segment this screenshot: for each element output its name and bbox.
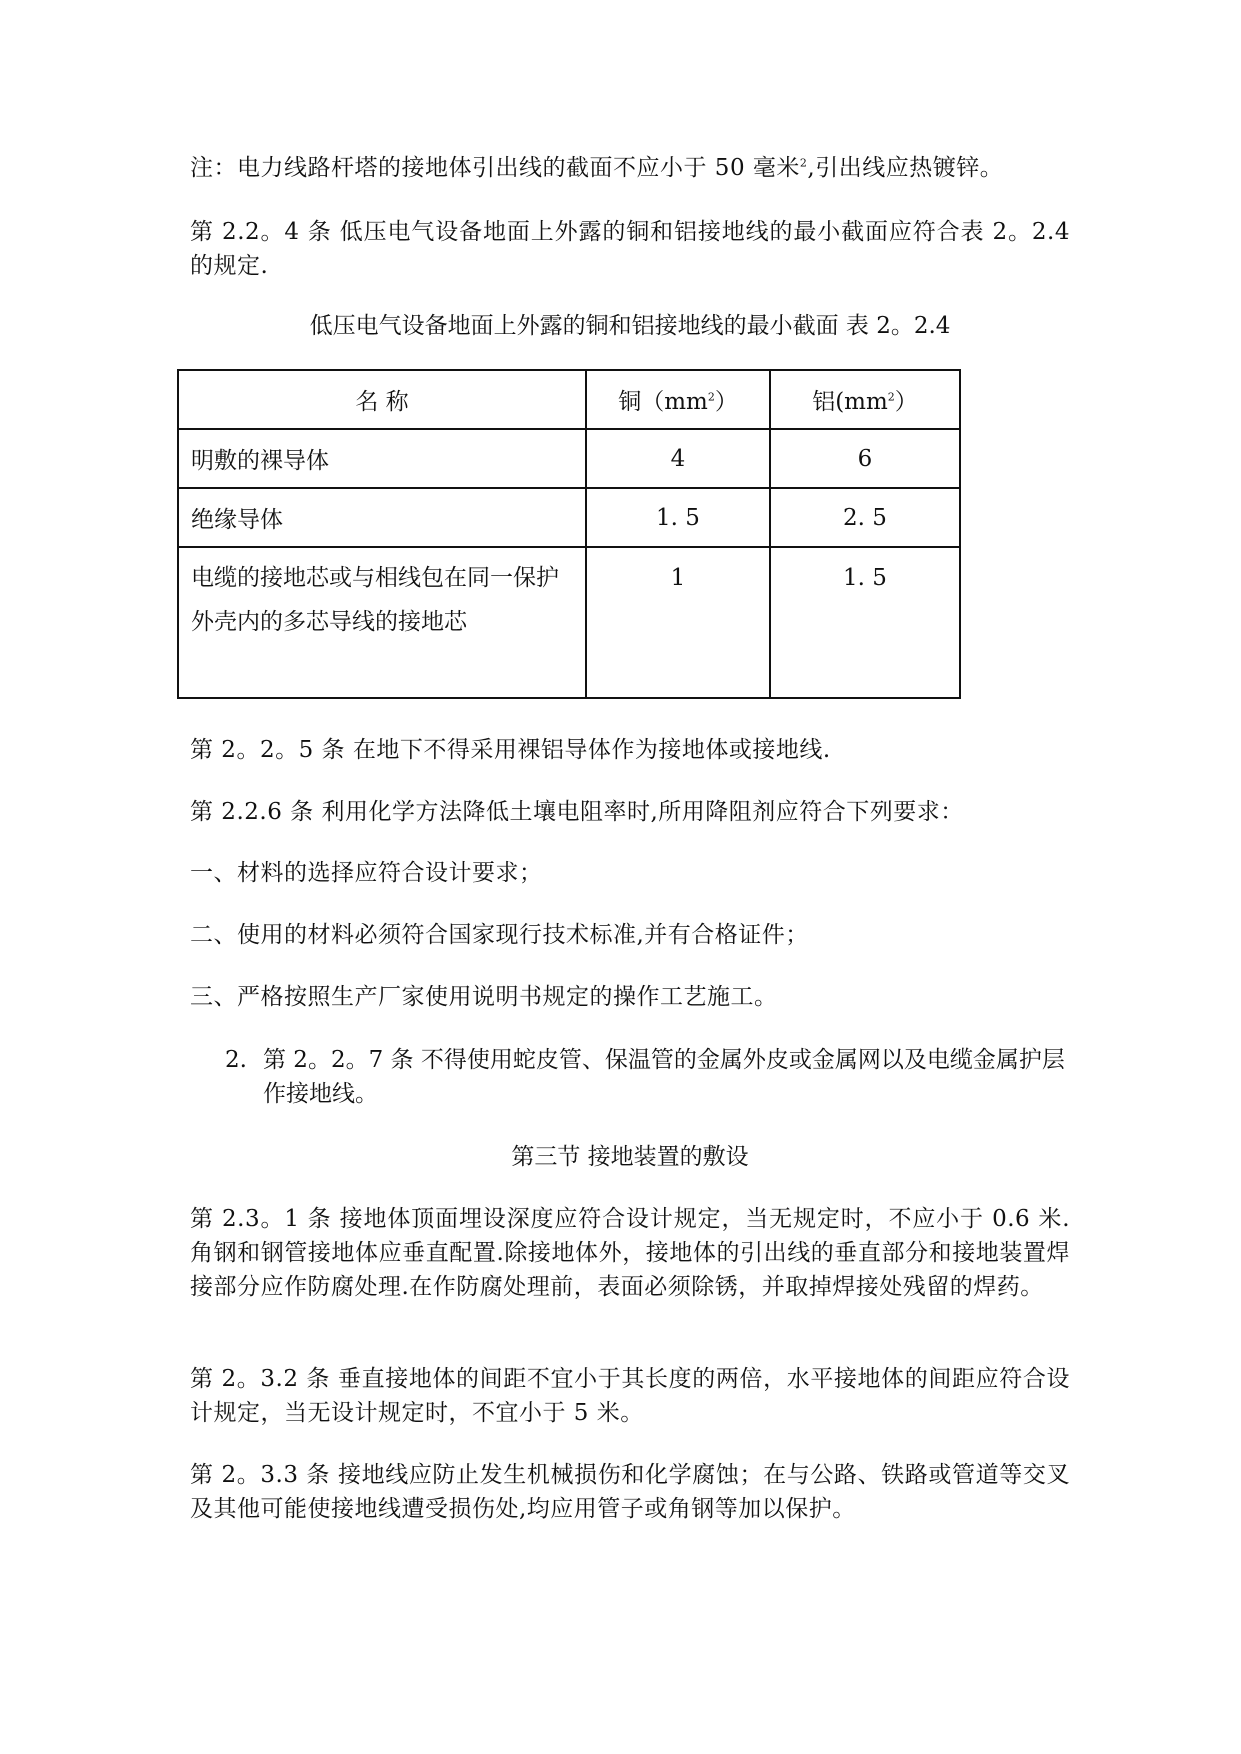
article-2-2-5: 第 2。2。5 条 在地下不得采用裸铝导体作为接地体或接地线. <box>190 737 831 763</box>
row-name <box>178 547 586 698</box>
note-paragraph <box>190 151 1070 185</box>
table-row <box>178 547 960 698</box>
requirement-item: 二、使用的材料必须符合国家现行技术标准,并有合格证件； <box>190 922 809 948</box>
requirement-item: 一、材料的选择应符合设计要求； <box>190 860 543 886</box>
row-aluminum-value: 2. 5 <box>770 488 960 547</box>
list-marker: 2. <box>225 1047 247 1073</box>
header-aluminum-close: ） <box>894 389 918 415</box>
article-2-3-2: 第 2。3.2 条 垂直接地体的间距不宜小于其长度的两倍，水平接地体的间距应符合设计规定，当无设计规定时，不宜小于 5 米。 <box>190 1366 1070 1426</box>
row-name-line2: 外壳内的多芯导线的接地芯 <box>191 609 467 635</box>
table-caption: 低压电气设备地面上外露的铜和铝接地线的最小截面 表 2。2.4 <box>309 313 951 339</box>
row-aluminum-text: 1. 5 <box>843 565 887 591</box>
header-name: 名 称 <box>178 370 586 429</box>
article-2-2-6: 第 2.2.6 条 利用化学方法降低土壤电阻率时,所用降阻剂应符合下列要求： <box>190 799 964 825</box>
note-superscript: 2 <box>799 156 808 170</box>
table-row <box>178 429 960 488</box>
row-copper-value: 1. 5 <box>586 488 770 547</box>
section-title: 第三节 接地装置的敷设 <box>511 1144 749 1170</box>
row-aluminum-value: 6 <box>770 429 960 488</box>
row-copper-value: 4 <box>586 429 770 488</box>
min-cross-section-table <box>177 369 961 699</box>
header-copper-sup: 2 <box>707 390 715 404</box>
table-header-row <box>178 370 960 429</box>
article-2-2-4: 第 2.2。4 条 低压电气设备地面上外露的铜和铝接地线的最小截面应符合表 2。2.4 的规定. <box>190 219 1070 279</box>
header-aluminum-sup: 2 <box>887 390 895 404</box>
note-text-before: 注：电力线路杆塔的接地体引出线的截面不应小于 50 毫米 <box>190 155 800 181</box>
row-aluminum-value <box>770 547 960 698</box>
article-2-3-3: 第 2。3.3 条 接地线应防止发生机械损伤和化学腐蚀；在与公路、铁路或管道等交叉及其他可能使接地线遭受损伤处,均应用管子或角钢等加以保护。 <box>190 1462 1070 1522</box>
row-name-line1: 电缆的接地芯或与相线包在同一保护 <box>191 565 559 591</box>
row-name: 明敷的裸导体 <box>178 429 586 488</box>
numbered-list-item <box>225 1043 1070 1111</box>
header-aluminum-label: 铝(mm <box>812 389 888 415</box>
article-2-2-7: 第 2。2。7 条 不得使用蛇皮管、保温管的金属外皮或金属网以及电缆金属护层作接地线。 <box>263 1047 1065 1107</box>
header-aluminum <box>770 370 960 429</box>
row-copper-value <box>586 547 770 698</box>
header-copper-close: ） <box>714 389 738 415</box>
article-2-3-1: 第 2.3。1 条 接地体顶面埋设深度应符合设计规定，当无规定时，不应小于 0.6 米.角钢和钢管接地体应垂直配置.除接地体外，接地体的引出线的垂直部分和接地装置焊接部分应作防腐处理.在作防腐处理前，表面必须除锈，并取掉焊接处残留的焊药。 <box>190 1206 1070 1300</box>
header-copper-label: 铜（mm <box>618 389 708 415</box>
requirement-item: 三、严格按照生产厂家使用说明书规定的操作工艺施工。 <box>190 984 778 1010</box>
row-copper-text: 1 <box>670 565 686 591</box>
note-text-after: ,引出线应热镀锌。 <box>807 155 1004 181</box>
row-name: 绝缘导体 <box>178 488 586 547</box>
table-row <box>178 488 960 547</box>
header-copper <box>586 370 770 429</box>
